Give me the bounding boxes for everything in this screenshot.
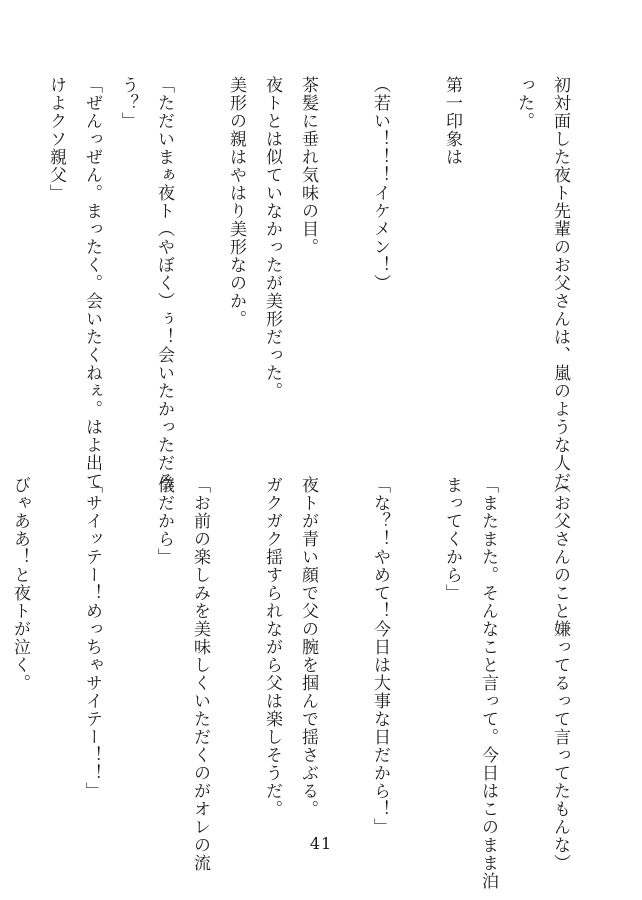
text-line: けよクソ親父」 — [46, 76, 66, 202]
text-block-upper — [0, 76, 578, 490]
text-line: 初対面した夜ト先輩のお父さんは、嵐のような人だ — [550, 76, 570, 490]
text-line: 第一印象は — [442, 76, 462, 166]
text-line: びゃああ！と夜トが泣く。 — [10, 476, 30, 692]
text-line: ガクガク揺すられながら父は楽しそうだ。 — [262, 476, 282, 818]
text-line — [398, 476, 434, 876]
text-line: （若い！！！イケメン！） — [370, 76, 390, 292]
text-line: 「ぜんっぜん。まったく。会いたくねぇ。はよ出て — [82, 76, 102, 490]
text-line — [398, 76, 434, 446]
text-line: まってくから」 — [442, 476, 462, 602]
text-line: 儀だから」 — [154, 476, 174, 566]
text-line — [0, 476, 2, 876]
text-line: 美形の親はやはり美形なのか。 — [226, 76, 246, 328]
text-line — [182, 76, 218, 446]
text-line — [326, 476, 362, 876]
text-line: 茶髪に垂れ気味の目。 — [298, 76, 318, 256]
text-line: （お父さんのこと嫌ってるって言ってたもんな） — [550, 476, 570, 872]
text-line: 「サイッテー！めっちゃサイテー！！」 — [82, 476, 102, 800]
text-line — [470, 76, 506, 446]
text-line: 夜トとは似ていなかったが美形だった。 — [262, 76, 282, 400]
text-line — [218, 476, 254, 876]
text-line: う？」 — [118, 76, 138, 130]
text-line — [506, 476, 542, 876]
text-line — [38, 476, 74, 876]
text-block-lower — [0, 476, 578, 890]
text-line — [326, 76, 362, 446]
text-line: 「な？！やめて！今日は大事な日だから！」 — [370, 476, 390, 836]
text-line: 「ただいまぁ夜ト（やぼく）ぅ！会いたかっただろ — [154, 76, 174, 490]
text-line — [2, 76, 38, 446]
text-line: 「お前の楽しみを美味しくいただくのがオレの流 — [190, 476, 210, 872]
text-line — [110, 476, 146, 876]
page-number: 41 — [309, 834, 333, 853]
text-line: 夜トが青い顔で父の腕を掴んで揺さぶる。 — [298, 476, 318, 818]
text-line: 「またまた。そんなこと言って。今日はこのまま泊 — [478, 476, 498, 890]
text-line — [0, 76, 2, 446]
text-line: った。 — [514, 76, 534, 130]
